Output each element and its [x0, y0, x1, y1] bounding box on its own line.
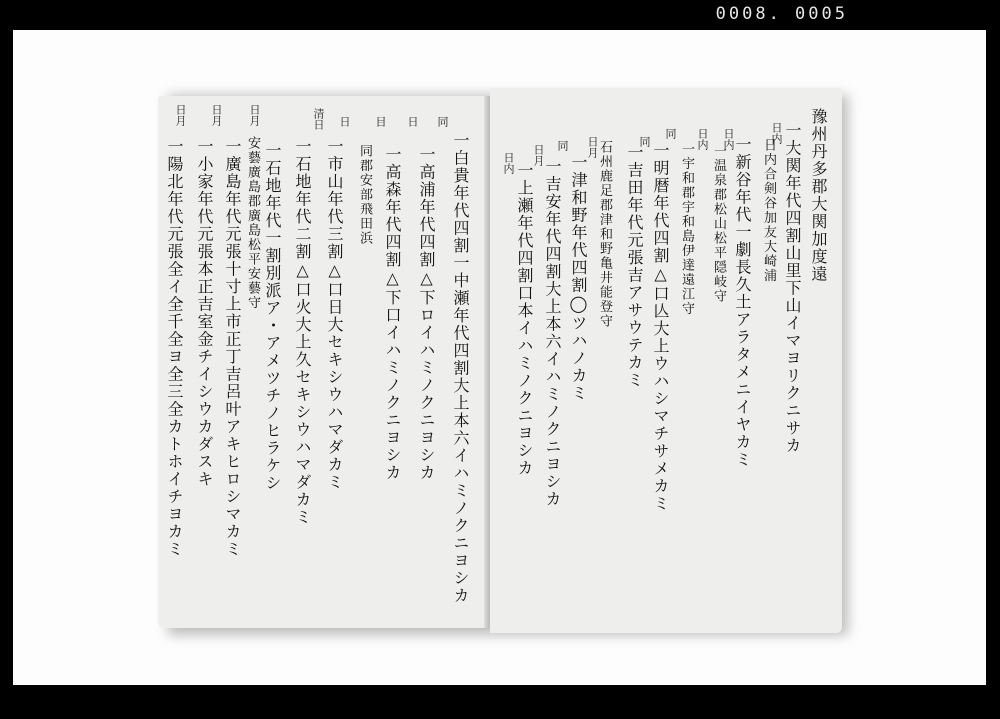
right-column-3: 日内合剣谷加友大崎浦 — [761, 138, 776, 283]
right-column-8: 一吉田年代元張吉アサウテカミ — [625, 144, 644, 389]
left-column-10: 一小家年代元張本正吉室金チイシウカダスキ — [195, 138, 214, 488]
left-page — [158, 96, 488, 628]
right-ditto-mark: 日内 — [502, 152, 515, 174]
left-column-1: 一白貴年代四割一中瀬年代四割大上本六イハミノクニヨシカ — [451, 132, 470, 605]
right-column-7: 一明暦年代四割△口亾大上ウハシマチサメカミ — [651, 142, 670, 513]
right-column-2: 一大関年代四割山里下山イマヨリクニサカ — [783, 122, 802, 455]
left-column-5: 一市山年代三割△口日大セキシウハマダカミ — [325, 138, 344, 491]
left-column-9: 一廣島年代元張十寸上市正丁吉呂叶アキヒロシマカミ — [223, 138, 242, 558]
right-column-1: 豫州丹多郡大関加度遠 — [809, 108, 828, 283]
left-column-2: 一高浦年代四割△下ロイハミノクニヨシカ — [417, 146, 436, 482]
right-ditto-mark: 日月 — [532, 144, 545, 166]
right-column-6: 一宇和郡宇和島伊達遠江守 — [679, 142, 694, 316]
right-column-4: 一新谷年代一劇長久土アラタメニイヤカミ — [733, 136, 752, 469]
right-column-11: 一吉安年代四割大上本六イハミノクニヨシカ — [543, 158, 562, 508]
film-frame-number: 0008. 0005 — [715, 4, 848, 24]
left-column-3: 一高森年代四割△下口イハミノクニヨシカ — [383, 146, 402, 482]
left-ditto-mark: 日 — [338, 116, 351, 127]
left-column-8: 安藝廣島郡廣島松平安藝守 — [245, 136, 260, 310]
right-page — [490, 88, 842, 633]
left-column-7: 一石地年代一割別派ア・アメツチノヒラケシ — [263, 142, 282, 492]
left-ditto-mark: 日 — [406, 116, 419, 127]
left-column-4: 同郡安部飛田浜 — [357, 144, 372, 246]
left-ditto-mark: 目 — [374, 116, 387, 127]
right-ditto-mark: 同 — [556, 140, 569, 151]
left-ditto-mark: 日月 — [210, 104, 223, 126]
left-ditto-mark: 日月 — [174, 104, 187, 126]
right-ditto-mark: 日月 — [586, 136, 599, 158]
right-ditto-mark: 同 — [638, 136, 651, 147]
left-ditto-mark: 同 — [436, 116, 449, 127]
left-column-11: 一陽北年代元張全イ全千全ヨ全三全カトホイチヨカミ — [165, 138, 184, 558]
right-ditto-mark: 日内 — [696, 128, 709, 150]
right-ditto-mark: 日内 — [722, 128, 735, 150]
right-column-9: 石州鹿足郡津和野亀井能登守 — [597, 140, 612, 329]
right-column-10: 一津和野年代四割◯ツハノカミ — [569, 154, 588, 402]
left-column-6: 一石地年代二割△口火大上久セキシウハマダカミ — [293, 138, 312, 526]
left-ditto-mark: 日月 — [248, 104, 261, 126]
right-ditto-mark: 同 — [664, 128, 677, 139]
right-column-5: 一温泉郡松山松平隠岐守 — [711, 144, 726, 304]
right-column-12: 一上瀬年代四割口本イハミノクニヨシカ — [515, 162, 534, 477]
left-ditto-mark: 清日 — [312, 108, 325, 130]
right-ditto-mark: 日内 — [770, 122, 783, 144]
